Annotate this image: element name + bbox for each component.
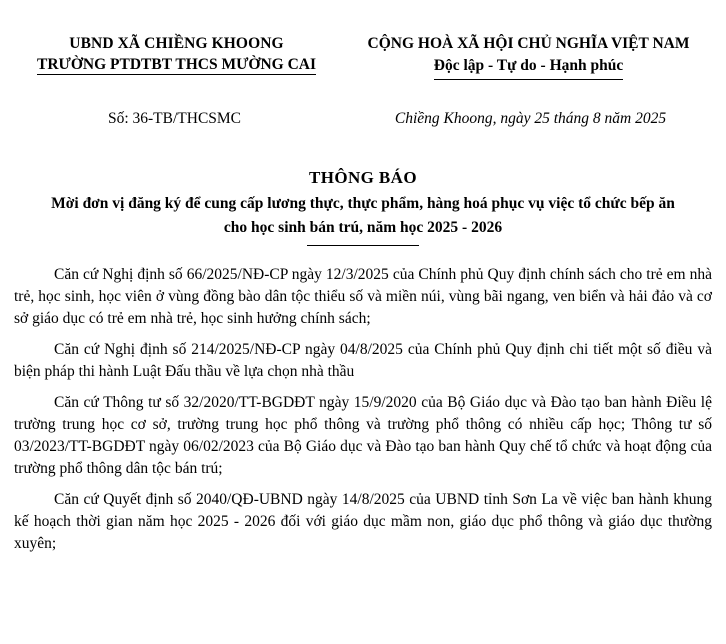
title-divider bbox=[307, 245, 419, 246]
issuing-authority-block bbox=[0, 34, 345, 76]
document-number: Số: 36-TB/THCSMC bbox=[107, 110, 242, 128]
issuing-authority-parent: UBND XÃ CHIỀNG KHOONG bbox=[69, 35, 284, 52]
document-subheader bbox=[0, 110, 726, 128]
paragraph: Căn cứ Quyết định số 2040/QĐ-UBND ngày 14/8/2025 của UBND tỉnh Sơn La về việc ban hành khung kế hoạch thời gian năm học 2025 - 2026 đối với giáo dục mầm non, giáo dục phổ thông và giáo dục thường xuyên; bbox=[14, 491, 712, 553]
national-heading-block bbox=[345, 34, 726, 80]
paragraph: Căn cứ Nghị định số 66/2025/NĐ-CP ngày 12/3/2025 của Chính phủ Quy định chính sách cho trẻ em nhà trẻ, học sinh, học viên ở vùng đồng bào dân tộc thiểu số và miền núi, vùng bãi ngang, ven biển và hải đảo và cơ sở giáo dục có trẻ em nhà trẻ, học sinh hưởng chính sách; bbox=[14, 266, 712, 328]
document-title-block bbox=[0, 168, 726, 246]
paragraph: Căn cứ Nghị định số 214/2025/NĐ-CP ngày 04/8/2025 của Chính phủ Quy định chi tiết một số điều và biện pháp thi hành Luật Đấu thầu về lựa chọn nhà thầu bbox=[14, 341, 712, 381]
page-title: THÔNG BÁO bbox=[309, 168, 417, 188]
document-subtitle: Mời đơn vị đăng ký để cung cấp lương thực, thực phẩm, hàng hoá phục vụ việc tổ chức bếp ăn cho học sinh bán trú, năm học 2025 - 2026 bbox=[51, 195, 675, 236]
national-name: CỘNG HOÀ XÃ HỘI CHỦ NGHĨA VIỆT NAM bbox=[367, 35, 690, 52]
place-and-date: Chiềng Khoong, ngày 25 tháng 8 năm 2025 bbox=[394, 110, 667, 128]
national-motto: Độc lập - Tự do - Hạnh phúc bbox=[434, 55, 623, 80]
document-body bbox=[0, 264, 726, 555]
paragraph: Căn cứ Thông tư số 32/2020/TT-BGDĐT ngày 15/9/2020 của Bộ Giáo dục và Đào tạo ban hành Điều lệ trường trung học cơ sở, trường trung học phổ thông và trường phổ thông có nhiều cấp học; Thông tư số 03/2023/TT-BGDĐT ngày 06/02/2023 của Bộ Giáo dục và Đào tạo ban hành Quy chế tổ chức và hoạt động của trường phổ thông dân tộc bán trú; bbox=[14, 394, 712, 478]
document-header bbox=[0, 0, 726, 80]
issuing-authority-name: TRƯỜNG PTDTBT THCS MƯỜNG CAI bbox=[36, 55, 317, 73]
